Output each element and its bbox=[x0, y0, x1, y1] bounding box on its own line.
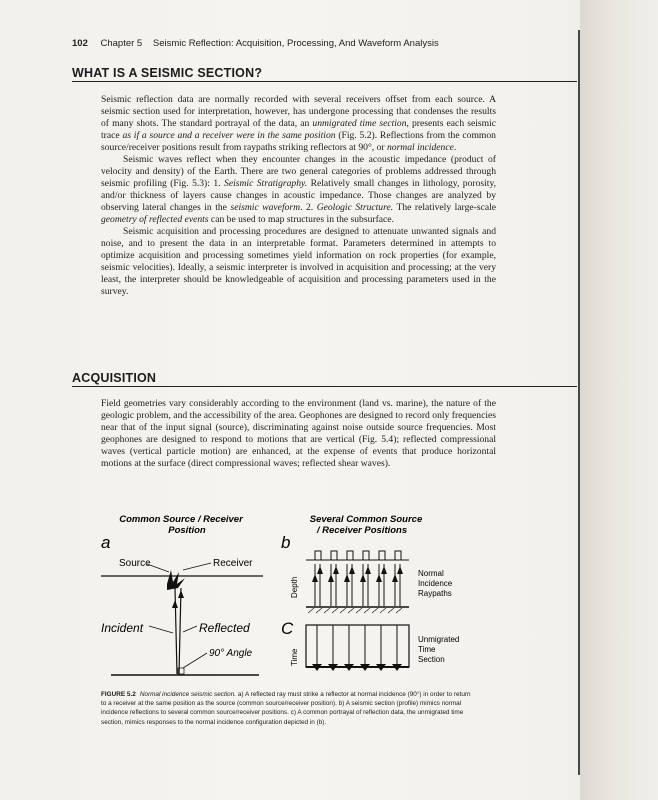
incident-label: Incident bbox=[101, 621, 144, 635]
caption-label: FIGURE 5.2 bbox=[101, 691, 136, 698]
running-header bbox=[72, 38, 439, 49]
paragraph: Seismic reflection data are normally recorded with several receivers offset from each source. A seismic section used for interpretation, however, has undergone processing that condenses the results of many shots. The standard portrayal of the data, an unmigrated time section, presents each seismic trace as if a source and a receiver were in the same position (Fig. 5.2). Reflections from the common source/receiver positions result from raypaths striking reflectors at 90°, or normal incidence. bbox=[101, 94, 496, 153]
angle-label: 90° Angle bbox=[209, 648, 253, 659]
section-heading-acquisition: ACQUISITION bbox=[72, 371, 577, 387]
section-body-acquisition bbox=[101, 398, 496, 470]
page-edge bbox=[580, 0, 658, 800]
paragraph: Seismic acquisition and processing procedures are designed to attenuate unwanted signals and noise, and to present the data in an interpretable format. Parameters determined in attempts to optimize acquisition and processing sometimes yield information on rock properties (for example, seismic velocities). Ideally, a seismic interpreter is involved in acquisition and processing; at the very least, the interpreter should be knowledgeable of acquisition and processing parameters used in the survey. bbox=[101, 226, 496, 297]
unmigrated-section-label: Unmigrated bbox=[418, 635, 460, 644]
normal-incidence-label: Raypaths bbox=[418, 589, 452, 598]
fig-letter-b: b bbox=[281, 533, 291, 552]
source-burst-icon bbox=[167, 570, 185, 590]
fig-a-title: Common Source / Receiver bbox=[119, 514, 243, 525]
fig-a-title: Position bbox=[168, 525, 206, 536]
receiver-label: Receiver bbox=[213, 558, 253, 569]
fig-b-title: Several Common Source bbox=[309, 514, 423, 525]
caption-text: a) A reflected ray must strike a reflector at normal incidence (90°) in order to return to a receiver at the same position as the source (common source/receiver position). b) A seismic section (profile) mimics normal incidence reflections to several common source/receiver positions. c) A common portrayal of reflection data, the unmigrated time section, mimics responses to the normal incidence configuration depicted in (b). bbox=[101, 691, 471, 726]
fig-letter-c: C bbox=[281, 619, 294, 638]
panel-a-diagram bbox=[101, 558, 263, 675]
panel-b-diagram bbox=[290, 551, 453, 613]
page-spine-line bbox=[578, 30, 580, 775]
unmigrated-section-label: Section bbox=[418, 655, 445, 664]
page-number: 102 bbox=[72, 38, 88, 49]
depth-axis-label: Depth bbox=[290, 576, 299, 598]
normal-incidence-label: Normal bbox=[418, 569, 444, 578]
time-axis-label: Time bbox=[290, 648, 299, 666]
paragraph: Field geometries vary considerably according to the environment (land vs. marine), the nature of the geologic problem, and the accessibility of the area. Geophones are designed to record only frequencies near that of the input signal (source), discriminating against noise outside source frequencies. Most geophones are designed to respond to motions that are vertical (Fig. 5.4); reflected compressional waves (vertical particle motion) are enhanced, at the expense of events that produce horizontal motions at the surface (direct compressional waves; reflected shear waves). bbox=[101, 398, 496, 469]
unmigrated-section-label: Time bbox=[418, 645, 436, 654]
reflected-label: Reflected bbox=[199, 621, 250, 635]
panel-c-diagram bbox=[290, 625, 459, 671]
section-heading-seismic-section: WHAT IS A SEISMIC SECTION? bbox=[72, 66, 577, 82]
chapter-label: Chapter 5 bbox=[100, 38, 143, 49]
chapter-title: Seismic Reflection: Acquisition, Processing, And Waveform Analysis bbox=[152, 38, 439, 49]
source-label: Source bbox=[119, 558, 151, 569]
figure-caption bbox=[101, 690, 476, 727]
fig-b-title: / Receiver Positions bbox=[316, 525, 408, 536]
caption-title: Normal incidence seismic section. bbox=[139, 691, 237, 698]
fig-letter-a: a bbox=[101, 533, 111, 552]
paragraph: Seismic waves reflect when they encounter changes in the acoustic impedance (product of velocity and density) of the Earth. There are two general categories of problems addressed through seismic profiling (Fig. 5.3): 1. Seismic Stratigraphy. Relatively small changes in lithology, porosity, and/or thickness of layers cause changes in acoustic impedance. Those changes are analyzed by observing lateral changes in the seismic waveform. 2. Geologic Structure. The relatively large-scale geometry of reflected events can be used to map structures in the subsurface. bbox=[101, 154, 497, 225]
normal-incidence-label: Incidence bbox=[418, 579, 453, 588]
figure-5-2 bbox=[101, 508, 471, 688]
section-body-seismic-section bbox=[101, 94, 496, 298]
